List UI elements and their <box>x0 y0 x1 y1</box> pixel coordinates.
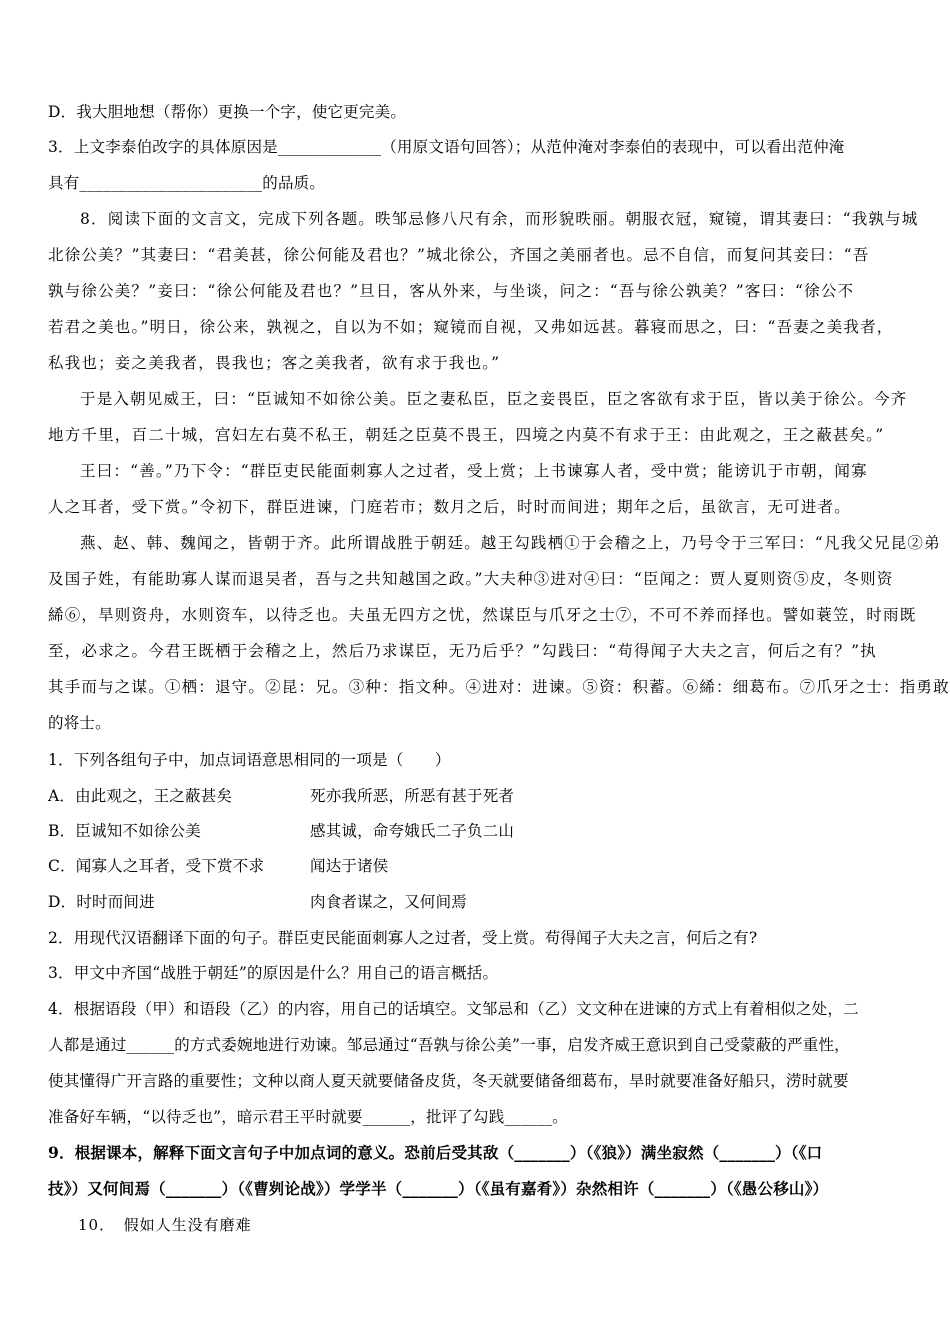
option-d-line: D．我大胆地想（帮你）更换一个字，使它更完美。 <box>48 103 407 121</box>
choice-c-right: 闻达于诸侯 <box>310 857 389 875</box>
passage-line: 燕、赵、韩、魏闻之，皆朝于齐。此所谓战胜于朝廷。越王勾践栖①于会稽之上，乃号令于三军曰：“凡我父兄昆②弟 <box>80 534 941 552</box>
sub-question-4-cont: 人都是通过______的方式委婉地进行劝谏。邹忌通过“吾孰与徐公美”一事，启发齐威王意识到自己受蒙蔽的严重性， <box>48 1036 850 1054</box>
choice-b <box>48 820 908 842</box>
passage-line: 絺⑥，旱则资舟，水则资车，以待乏也。夫虽无四方之忧，然谋臣与爪牙之士⑦，不可不养而择也。譬如蓑笠，时雨既 <box>48 606 917 624</box>
question-9-cont: 技》）又何间焉（_______）（《曹刿论战》）学学半（_______）（《虽有嘉肴》）杂然相许（_______）（《愚公移山》） <box>48 1179 829 1198</box>
passage-line: 于是入朝见威王，曰：“臣诚知不如徐公美。臣之妻私臣，臣之妾畏臣，臣之客欲有求于臣，皆以美于徐公。今齐 <box>80 390 908 408</box>
choice-c-left: C．闻寡人之耳者，受下赏不求 <box>48 857 265 875</box>
choice-a-right: 死亦我所恶，所恶有甚于死者 <box>310 787 515 805</box>
sub-question-2: 2．用现代汉语翻译下面的句子。群臣吏民能面刺寡人之过者，受上赏。苟得闻子大夫之言，何后之有? <box>48 929 758 947</box>
choice-a <box>48 785 908 807</box>
sub-question-4-cont: 使其懂得广开言路的重要性；文种以商人夏天就要储备皮货，冬天就要储备细葛布，旱时就要准备好船只，涝时就要 <box>48 1072 849 1090</box>
passage-line: 北徐公美？”其妻曰：“君美甚，徐公何能及君也？”城北徐公，齐国之美丽者也。忌不自信，而复问其妾曰：“吾 <box>48 246 870 264</box>
passage-line: 人之耳者，受下赏。”令初下，群臣进谏，门庭若市；数月之后，时时而间进；期年之后，虽欲言，无可进者。 <box>48 498 851 516</box>
passage-line: 及国子姓，有能助寡人谋而退吴者，吾与之共知越国之政。”大夫种③进对④曰：“臣闻之：贾人夏则资⑤皮，冬则资 <box>48 570 894 588</box>
sub-question-4: 4．根据语段（甲）和语段（乙）的内容，用自己的话填空。文邹忌和（乙）文文种在进谏的方式上有着相似之处，二 <box>48 1000 859 1018</box>
choice-d-left: D．时时而间进 <box>48 893 155 911</box>
sub-question-3: 3．甲文中齐国“战胜于朝廷”的原因是什么？用自己的语言概括。 <box>48 964 499 982</box>
passage-line: 若君之美也。”明日，徐公来，孰视之，自以为不如；窥镜而自视，又弗如远甚。暮寝而思之，曰：“吾妻之美我者， <box>48 318 894 336</box>
question-9: 9．根据课本，解释下面文言句子中加点词的意义。恐前后受其敌（_______）（《狼》）满坐寂然（_______）（《口 <box>48 1143 823 1162</box>
passage-line: 的将士。 <box>48 714 111 732</box>
choice-c <box>48 855 908 877</box>
question-3-line: 3．上文李泰伯改字的具体原因是_____________（用原文语句回答）；从范仲淹对李泰伯的表现中，可以看出范仲淹 <box>48 138 845 156</box>
question-3-line-cont: 具有_______________________的品质。 <box>48 174 326 192</box>
question-8-text: 8．阅读下面的文言文，完成下列各题。昳邹忌修八尺有余，而形貌昳丽。朝服衣冠，窥镜，谓其妻曰：“我孰与城 <box>80 210 919 228</box>
passage-line: 地方千里，百二十城，宫妇左右莫不私王，朝廷之臣莫不畏王，四境之内莫不有求于王：由此观之，王之蔽甚矣。” <box>48 426 885 444</box>
choice-d-right: 肉食者谋之，又何间焉 <box>310 893 468 911</box>
passage-line: 私我也；妾之美我者，畏我也；客之美我者，欲有求于我也。” <box>48 354 501 372</box>
passage-line: 王曰：“善。”乃下令：“群臣吏民能面刺寡人之过者，受上赏；上书谏寡人者，受中赏；能谤讥于市朝，闻寡 <box>80 462 868 480</box>
passage-line: 至，必求之。今君王既栖于会稽之上，然后乃求谋臣，无乃后乎？”勾践曰：“苟得闻子大夫之言，何后之有？”执 <box>48 642 877 660</box>
choice-b-left: B．臣诚知不如徐公美 <box>48 822 201 840</box>
choice-b-right: 感其诚，命夸娥氏二子负二山 <box>310 822 515 840</box>
sub-question-4-cont: 准备好车辆，“以待乏也”，暗示君王平时就要______，批评了勾践______。 <box>48 1108 568 1126</box>
choice-a-left: A．由此观之，王之蔽甚矣 <box>48 787 233 805</box>
passage-notes: 其手而与之谋。①栖：退守。②昆：兄。③种：指文种。④进对：进谏。⑤资：积蓄。⑥絺：细葛布。⑦爪牙之士：指勇敢 <box>48 678 950 696</box>
sub-question-1: 1．下列各组句子中，加点词语意思相同的一项是（ ） <box>48 751 451 769</box>
passage-line: 孰与徐公美？”妾曰：“徐公何能及君也？”旦日，客从外来，与坐谈，问之：“吾与徐公孰美？”客曰：“徐公不 <box>48 282 855 300</box>
choice-d <box>48 891 908 913</box>
question-10: 10． 假如人生没有磨难 <box>78 1216 252 1234</box>
